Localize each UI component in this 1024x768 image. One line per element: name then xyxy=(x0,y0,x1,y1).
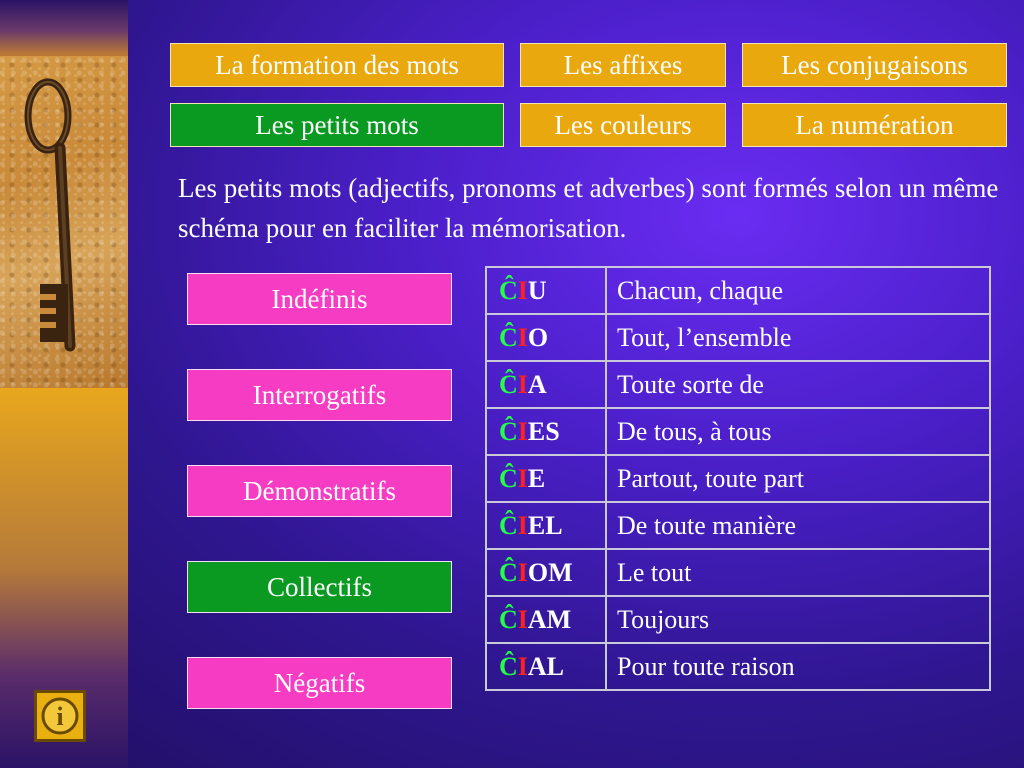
correlative-word xyxy=(486,549,606,596)
table-row xyxy=(486,408,990,455)
table-row xyxy=(486,502,990,549)
letter-c-hat: Ĉ xyxy=(499,369,518,399)
side-item-negatifs[interactable]: Négatifs xyxy=(187,657,452,709)
letter-i: I xyxy=(517,557,528,587)
word-suffix: ES xyxy=(527,416,560,446)
word-suffix: EL xyxy=(527,510,563,540)
correlative-word xyxy=(486,643,606,690)
info-icon xyxy=(40,696,80,736)
table-row xyxy=(486,549,990,596)
correlative-word xyxy=(486,408,606,455)
word-meaning: Pour toute raison xyxy=(606,643,990,690)
letter-i: I xyxy=(517,510,528,540)
word-meaning: Chacun, chaque xyxy=(606,267,990,314)
word-suffix: U xyxy=(527,275,547,305)
nav-petits-mots[interactable]: Les petits mots xyxy=(170,103,504,147)
letter-i: I xyxy=(517,416,528,446)
letter-i: I xyxy=(517,651,528,681)
letter-c-hat: Ĉ xyxy=(499,510,518,540)
table-row xyxy=(486,314,990,361)
correlative-word xyxy=(486,455,606,502)
word-meaning: De tous, à tous xyxy=(606,408,990,455)
side-item-indefinis[interactable]: Indéfinis xyxy=(187,273,452,325)
letter-i: I xyxy=(517,463,528,493)
word-meaning: De toute manière xyxy=(606,502,990,549)
correlative-word xyxy=(486,314,606,361)
intro-text: Les petits mots (adjectifs, pronoms et adverbes) sont formés selon un même schéma pour en faciliter la mémorisation. xyxy=(178,173,999,243)
word-suffix: E xyxy=(527,463,546,493)
side-item-interrogatifs[interactable]: Interrogatifs xyxy=(187,369,452,421)
key-icon xyxy=(0,56,128,388)
word-meaning: Toujours xyxy=(606,596,990,643)
letter-c-hat: Ĉ xyxy=(499,322,518,352)
nav-conjugaisons[interactable]: Les conjugaisons xyxy=(742,43,1007,87)
letter-c-hat: Ĉ xyxy=(499,557,518,587)
nav-numeration[interactable]: La numération xyxy=(742,103,1007,147)
letter-i: I xyxy=(517,275,528,305)
correlative-word xyxy=(486,502,606,549)
side-item-demonstratifs[interactable]: Démonstratifs xyxy=(187,465,452,517)
table-row xyxy=(486,455,990,502)
nav-affixes[interactable]: Les affixes xyxy=(520,43,726,87)
word-meaning: Tout, l’ensemble xyxy=(606,314,990,361)
correlative-word xyxy=(486,361,606,408)
letter-c-hat: Ĉ xyxy=(499,275,518,305)
word-suffix: OM xyxy=(527,557,573,587)
word-suffix: O xyxy=(527,322,549,352)
table-row xyxy=(486,361,990,408)
letter-c-hat: Ĉ xyxy=(499,651,518,681)
info-button[interactable] xyxy=(34,690,86,742)
key-photo xyxy=(0,56,128,388)
correlative-word xyxy=(486,267,606,314)
table-row xyxy=(486,596,990,643)
letter-i: I xyxy=(517,369,528,399)
letter-i: I xyxy=(517,604,528,634)
word-meaning: Partout, toute part xyxy=(606,455,990,502)
nav-couleurs[interactable]: Les couleurs xyxy=(520,103,726,147)
side-item-collectifs[interactable]: Collectifs xyxy=(187,561,452,613)
word-suffix: AL xyxy=(527,651,565,681)
letter-c-hat: Ĉ xyxy=(499,604,518,634)
svg-text:i: i xyxy=(56,702,64,731)
word-suffix: A xyxy=(527,369,547,399)
letter-c-hat: Ĉ xyxy=(499,416,518,446)
table-row xyxy=(486,267,990,314)
word-meaning: Le tout xyxy=(606,549,990,596)
nav-formation-des-mots[interactable]: La formation des mots xyxy=(170,43,504,87)
correlative-word xyxy=(486,596,606,643)
word-suffix: AM xyxy=(527,604,572,634)
letter-c-hat: Ĉ xyxy=(499,463,518,493)
collectifs-table xyxy=(485,266,991,691)
table-row xyxy=(486,643,990,690)
word-meaning: Toute sorte de xyxy=(606,361,990,408)
letter-i: I xyxy=(517,322,528,352)
